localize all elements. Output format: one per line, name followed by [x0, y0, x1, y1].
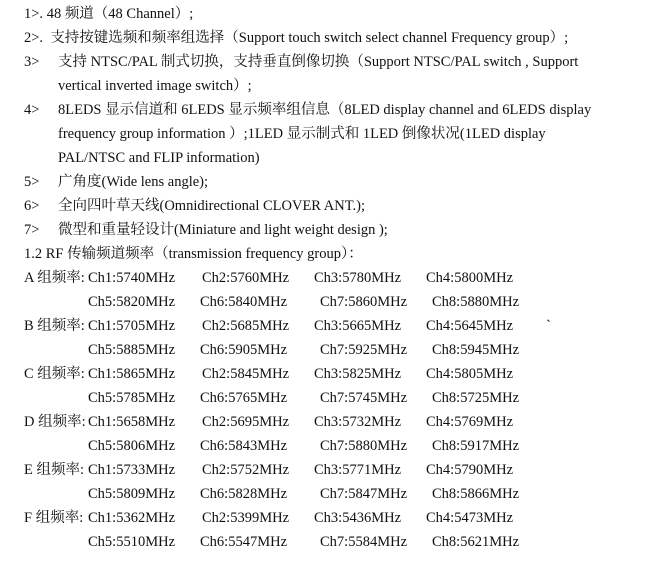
feature-text-line: 8LEDS 显示信道和 6LEDS 显示频率组信息（8LED display channel and 6LEDS display [58, 102, 592, 118]
feature-number: 6> [24, 198, 40, 214]
channel-frequency: Ch5:5820MHz [88, 294, 175, 310]
feature-item-7 [24, 218, 654, 242]
feature-item-2 [24, 26, 654, 50]
channel-frequency: Ch6:5840MHz [200, 294, 287, 310]
feature-item-3 [24, 50, 654, 98]
channel-frequency: Ch7:5860MHz [320, 294, 407, 310]
frequency-group-label: B 组频率: [24, 318, 85, 334]
channel-frequency: Ch2:5752MHz [202, 462, 289, 478]
feature-text-line: 支持 NTSC/PAL 制式切换，支持垂直倒像切换（Support NTSC/PAL switch , Support [58, 54, 579, 70]
feature-item-1 [24, 2, 654, 26]
frequency-group-label: C 组频率: [24, 366, 85, 382]
channel-frequency: Ch1:5705MHz [88, 318, 175, 334]
channel-frequency: Ch1:5733MHz [88, 462, 175, 478]
channel-frequency: Ch2:5399MHz [202, 510, 289, 526]
indent-spacer [24, 386, 88, 410]
feature-number: 5> [24, 174, 40, 190]
frequency-group-label: E 组频率: [24, 462, 85, 478]
channel-frequency: Ch6:5547MHz [200, 534, 287, 550]
channel-frequency: Ch3:5665MHz [314, 318, 401, 334]
section-title: 1.2 RF 传输频道频率（transmission frequency group）： [24, 246, 363, 262]
frequency-group-label: F 组频率: [24, 510, 84, 526]
channel-frequency: Ch4:5800MHz [426, 270, 513, 286]
channel-frequency: Ch2:5760MHz [202, 270, 289, 286]
channel-frequency: Ch7:5745MHz [320, 390, 407, 406]
indent-spacer [24, 530, 88, 554]
feature-item-4 [24, 98, 654, 170]
document-body [24, 2, 654, 554]
channel-frequency: Ch6:5828MHz [200, 486, 287, 502]
feature-item-5 [24, 170, 654, 194]
channel-frequency: Ch7:5847MHz [320, 486, 407, 502]
feature-text: 支持按键选频和频率组选择（Support touch switch select channel Frequency group）; [50, 30, 569, 46]
channel-frequency: Ch5:5510MHz [88, 534, 175, 550]
frequency-group-row [24, 506, 654, 530]
feature-text: 微型和重量轻设计(Miniature and light weight design ); [58, 222, 388, 238]
channel-frequency: Ch6:5905MHz [200, 342, 287, 358]
feature-text-line: vertical inverted image switch）; [58, 78, 252, 94]
channel-frequency: Ch6:5765MHz [200, 390, 287, 406]
channel-frequency: Ch8:5917MHz [432, 438, 519, 454]
channel-frequency: Ch7:5584MHz [320, 534, 407, 550]
feature-text: 广角度(Wide lens angle); [58, 174, 209, 190]
channel-frequency: Ch8:5945MHz [432, 342, 519, 358]
channel-frequency: Ch2:5685MHz [202, 318, 289, 334]
channel-frequency: Ch3:5732MHz [314, 414, 401, 430]
feature-item-6 [24, 194, 654, 218]
channel-frequency: Ch7:5880MHz [320, 438, 407, 454]
frequency-group-row [24, 434, 654, 458]
feature-number: 2>. [24, 30, 44, 46]
stray-mark: ` [546, 318, 551, 334]
channel-frequency: Ch1:5362MHz [88, 510, 175, 526]
channel-frequency: Ch5:5809MHz [88, 486, 175, 502]
feature-text: 48 频道（48 Channel）; [46, 6, 194, 22]
feature-number: 3> [24, 54, 40, 70]
indent-spacer [24, 290, 88, 314]
feature-text: 全向四叶草天线(Omnidirectional CLOVER ANT.); [58, 198, 366, 214]
channel-frequency: Ch3:5771MHz [314, 462, 401, 478]
frequency-group-row [24, 386, 654, 410]
frequency-group-row [24, 362, 654, 386]
frequency-group-row [24, 266, 654, 290]
frequency-group-label: A 组频率: [24, 270, 85, 286]
feature-text-line: frequency group information ）;1LED 显示制式和 1LED 倒像状况(1LED display [58, 126, 546, 142]
channel-frequency: Ch7:5925MHz [320, 342, 407, 358]
channel-frequency: Ch4:5645MHz [426, 318, 513, 334]
channel-frequency: Ch3:5436MHz [314, 510, 401, 526]
channel-frequency: Ch1:5865MHz [88, 366, 175, 382]
channel-frequency: Ch5:5806MHz [88, 438, 175, 454]
frequency-group-row [24, 530, 654, 554]
channel-frequency: Ch8:5725MHz [432, 390, 519, 406]
indent-spacer [24, 482, 88, 506]
indent-spacer [24, 338, 88, 362]
frequency-groups [24, 266, 654, 554]
channel-frequency: Ch4:5769MHz [426, 414, 513, 430]
channel-frequency: Ch4:5790MHz [426, 462, 513, 478]
channel-frequency: Ch8:5866MHz [432, 486, 519, 502]
channel-frequency: Ch8:5621MHz [432, 534, 519, 550]
channel-frequency: Ch1:5658MHz [88, 414, 175, 430]
channel-frequency: Ch3:5825MHz [314, 366, 401, 382]
frequency-group-row [24, 410, 654, 434]
frequency-group-row [24, 314, 654, 338]
feature-number: 7> [24, 222, 40, 238]
channel-frequency: Ch2:5695MHz [202, 414, 289, 430]
frequency-group-row [24, 482, 654, 506]
channel-frequency: Ch4:5805MHz [426, 366, 513, 382]
feature-number: 4> [24, 102, 40, 118]
frequency-group-row [24, 290, 654, 314]
feature-text-line: PAL/NTSC and FLIP information) [58, 150, 260, 166]
channel-frequency: Ch1:5740MHz [88, 270, 175, 286]
frequency-group-row [24, 338, 654, 362]
channel-frequency: Ch2:5845MHz [202, 366, 289, 382]
feature-number: 1>. [24, 6, 44, 22]
channel-frequency: Ch3:5780MHz [314, 270, 401, 286]
channel-frequency: Ch4:5473MHz [426, 510, 513, 526]
frequency-group-row [24, 458, 654, 482]
channel-frequency: Ch8:5880MHz [432, 294, 519, 310]
frequency-group-label: D 组频率: [24, 414, 86, 430]
channel-frequency: Ch5:5885MHz [88, 342, 175, 358]
channel-frequency: Ch6:5843MHz [200, 438, 287, 454]
channel-frequency: Ch5:5785MHz [88, 390, 175, 406]
indent-spacer [24, 434, 88, 458]
